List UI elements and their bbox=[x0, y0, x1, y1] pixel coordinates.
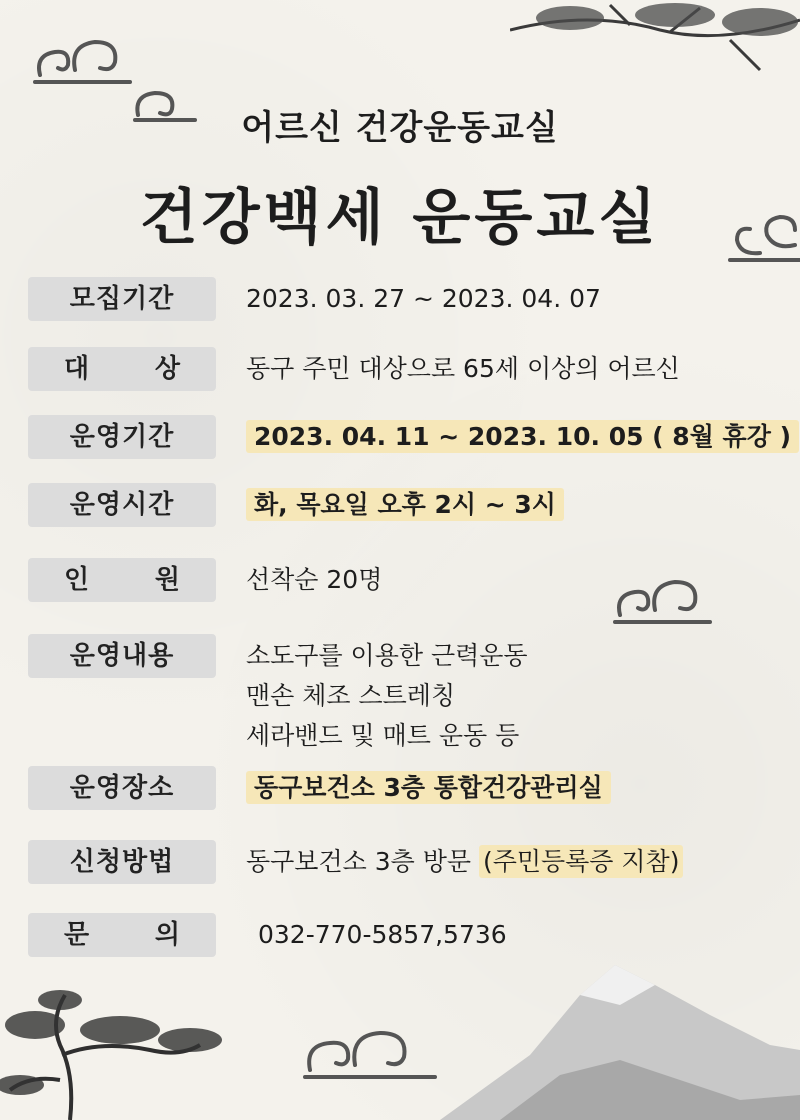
value-apply-method-wrap bbox=[246, 842, 683, 882]
label-target bbox=[28, 347, 216, 391]
label-target-char-2: 상 bbox=[154, 354, 180, 384]
value-location-wrap bbox=[246, 768, 611, 808]
value-operation-period-wrap bbox=[246, 417, 799, 457]
label-capacity-char-1: 인 bbox=[64, 565, 90, 595]
value-target: 동구 주민 대상으로 65세 이상의 어르신 bbox=[246, 354, 680, 383]
label-operation-period: 운영기간 bbox=[28, 415, 216, 459]
label-inquiry bbox=[28, 913, 216, 957]
cloud-swirl-icon bbox=[30, 30, 140, 90]
label-inquiry-char-1: 문 bbox=[64, 920, 90, 950]
label-inquiry-char-2: 의 bbox=[154, 920, 180, 950]
label-capacity bbox=[28, 558, 216, 602]
event-subtitle: 어르신 건강운동교실 bbox=[241, 108, 559, 148]
content-line-2: 맨손 체조 스트레칭 bbox=[246, 681, 456, 710]
label-target-char-1: 대 bbox=[64, 354, 90, 384]
value-location: 동구보건소 3층 통합건강관리실 bbox=[246, 771, 611, 804]
label-apply-method: 신청방법 bbox=[28, 840, 216, 884]
value-operation-time: 화, 목요일 오후 2시 ~ 3시 bbox=[246, 488, 564, 521]
content-line-3: 세라밴드 및 매트 운동 등 bbox=[246, 721, 520, 750]
value-apply-method-note: (주민등록증 지참) bbox=[479, 845, 684, 878]
value-apply-method: 동구보건소 3층 방문 bbox=[246, 847, 471, 876]
label-recruit-period: 모집기간 bbox=[28, 277, 216, 321]
mountain-illustration bbox=[440, 955, 800, 1120]
content-line-1: 소도구를 이용한 근력운동 bbox=[246, 641, 528, 670]
cloud-swirl-icon bbox=[300, 1015, 440, 1085]
label-operation-time: 운영시간 bbox=[28, 483, 216, 527]
label-capacity-char-2: 원 bbox=[154, 565, 180, 595]
value-recruit-period: 2023. 03. 27 ~ 2023. 04. 07 bbox=[246, 284, 601, 313]
cloud-swirl-icon bbox=[610, 570, 720, 630]
value-capacity: 선착순 20명 bbox=[246, 565, 383, 594]
value-inquiry-phone: 032-770-5857,5736 bbox=[258, 920, 507, 949]
event-title: 건강백세 운동교실 bbox=[139, 183, 661, 253]
value-content bbox=[246, 636, 528, 756]
value-operation-period: 2023. 04. 11 ~ 2023. 10. 05 ( 8월 휴강 ) bbox=[246, 420, 799, 453]
value-operation-time-wrap bbox=[246, 485, 564, 525]
pine-branch-icon bbox=[510, 0, 800, 90]
pine-tree-icon bbox=[0, 985, 230, 1120]
label-location: 운영장소 bbox=[28, 766, 216, 810]
label-content: 운영내용 bbox=[28, 634, 216, 678]
